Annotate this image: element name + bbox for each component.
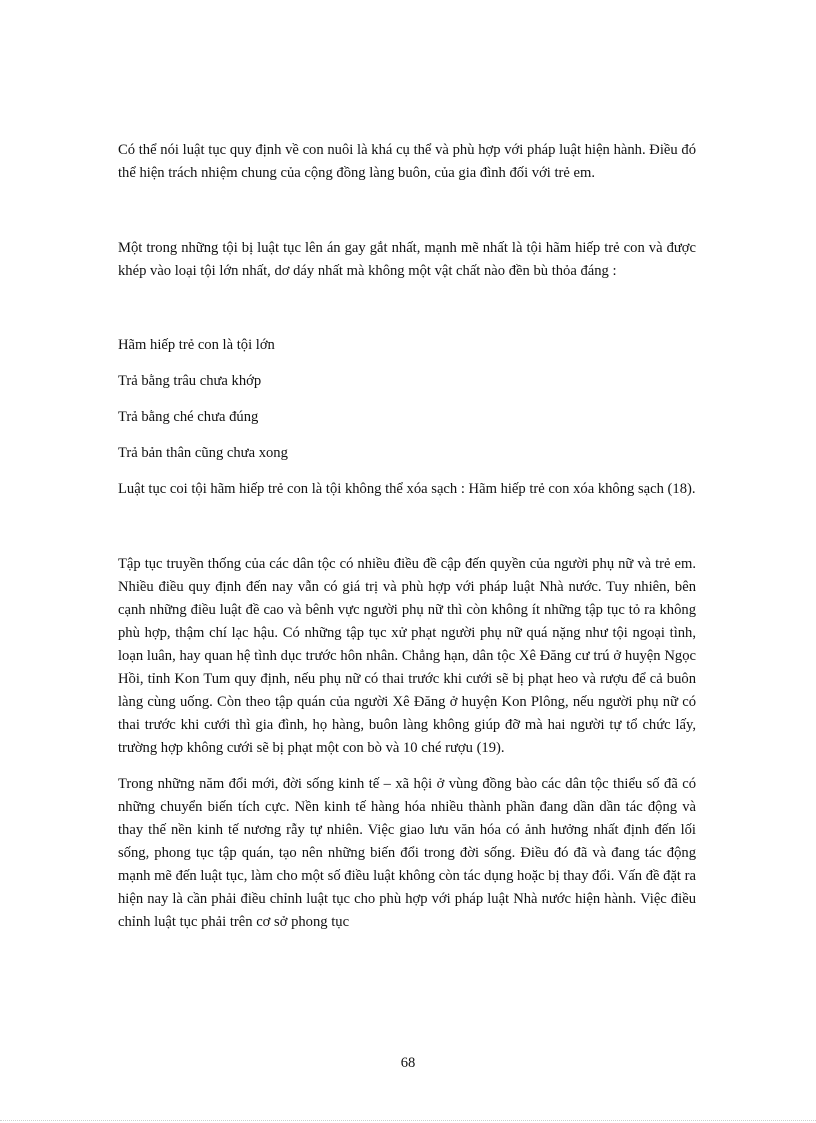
page-number: 68: [400, 1055, 416, 1071]
verse-line: Trả bản thân cũng chưa xong: [118, 445, 288, 461]
paragraph-adoption: Có thể nói luật tục quy định về con nuôi là khá cụ thể và phù hợp với pháp luật hiện hành. Điều đó thể hiện trách nhiệm chung của cộng đồng làng buôn, của gia đình đối với trẻ em.: [118, 142, 696, 181]
page-body: [118, 139, 696, 934]
paragraph-child-rape-crime: Một trong những tội bị luật tục lên án gay gắt nhất, mạnh mẽ nhất là tội hãm hiếp trẻ con và được khép vào loại tội lớn nhất, dơ dáy nhất mà không một vật chất nào đền bù thỏa đáng :: [118, 240, 696, 279]
paragraph-customs-women: Tập tục truyền thống của các dân tộc có nhiều điều đề cập đến quyền của người phụ nữ và trẻ em. Nhiều điều quy định đến nay vẫn có giá trị và phù hợp với pháp luật Nhà nước. Tuy nhiên, bên cạnh những điều luật đề cao và bênh vực người phụ nữ thì còn không ít những tập tục tỏ ra không phù hợp, thậm chí lạc hậu. Có những tập tục xử phạt người phụ nữ quá nặng như tội ngoại tình, loạn luân, hay quan hệ tình dục trước hôn nhân. Chẳng hạn, dân tộc Xê Đăng cư trú ở huyện Ngọc Hồi, tỉnh Kon Tum quy định, nếu phụ nữ có thai trước khi cưới sẽ bị phạt heo và rượu để cả buôn làng cùng uống. Còn theo tập quán của người Xê Đăng ở huyện Kon Plông, nếu người phụ nữ có thai trước khi cưới thì gia đình, họ hàng, buôn làng không giúp đỡ mà hai người tự tổ chức lấy, trường hợp không cưới sẽ bị phạt một con bò và 10 ché rượu (19).: [118, 556, 696, 756]
verse-line: Hãm hiếp trẻ con là tội lớn: [118, 337, 275, 353]
verse-block: [118, 334, 696, 465]
verse-line: Trả bằng ché chưa đúng: [118, 409, 259, 425]
paragraph-cannot-erase: Luật tục coi tội hãm hiếp trẻ con là tội không thể xóa sạch : Hãm hiếp trẻ con xóa không sạch (18).: [118, 481, 696, 497]
verse-line: Trả bằng trâu chưa khớp: [118, 373, 262, 389]
paragraph-renovation: Trong những năm đổi mới, đời sống kinh tế – xã hội ở vùng đồng bào các dân tộc thiểu số đã có những chuyển biến tích cực. Nền kinh tế hàng hóa nhiều thành phần đang dần dần tác động và thay thế nền kinh tế nương rẫy tự nhiên. Việc giao lưu văn hóa có ảnh hưởng nhất định đến lối sống, phong tục tập quán, tạo nên những biến đổi trong đời sống. Điều đó đã và đang tác động mạnh mẽ đến luật tục, làm cho một số điều luật không còn tác dụng hoặc bị thay đổi. Vấn đề đặt ra hiện nay là cần phải điều chỉnh luật tục cho phù hợp với pháp luật Nhà nước hiện hành. Việc điều chỉnh luật tục phải trên cơ sở phong tục: [118, 776, 696, 930]
page-bottom-divider: [0, 1120, 816, 1121]
